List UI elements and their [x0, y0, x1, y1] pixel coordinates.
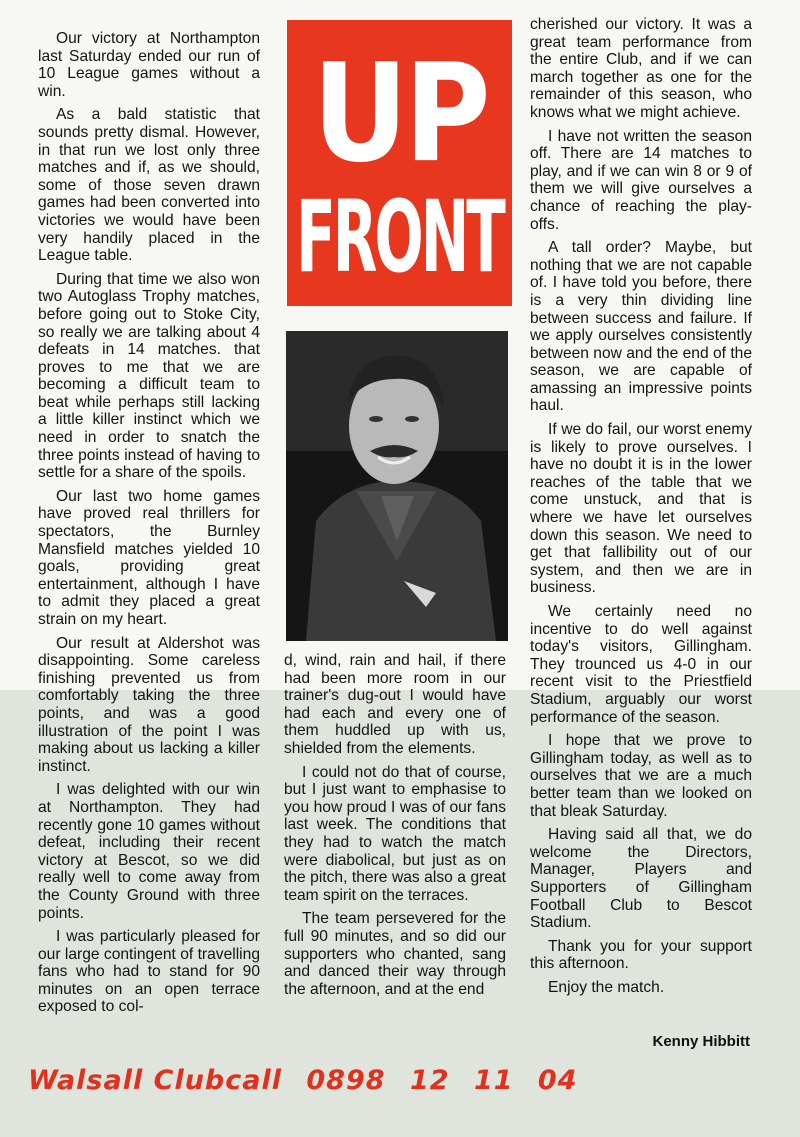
middle-text-column — [284, 652, 506, 1004]
paragraph: During that time we also won two Autoglass Trophy matches, before going out to Stoke City, so really we are talking about 4 defeats in 14 matches. that proves to me that we are becoming a difficult team to beat while perhaps still lacking a little killer instinct which we need in order to snatch the three points instead of having to settle for a share of the spoils. — [38, 270, 260, 482]
paragraph: I was particularly pleased for our large contingent of travelling fans who had to stand for 90 minutes on an open terrace exposed to col- — [38, 928, 260, 1016]
paragraph: Our victory at Northampton last Saturday ended our run of 10 League games without a win. — [38, 30, 260, 100]
phone-part: 0898 — [306, 1065, 386, 1096]
paragraph: I have not written the season off. There are 14 matches to play, and if we can win 8 or 9 of them we will give ourselves a chance of reaching the play-offs. — [530, 127, 752, 233]
paragraph: The team persevered for the full 90 minutes, and so did our supporters who chanted, sang and danced their way through the afternoon, and at the end — [284, 910, 506, 998]
phone-part: 12 — [409, 1065, 450, 1096]
right-text-column — [530, 16, 752, 1002]
paragraph: A tall order? Maybe, but nothing that we are not capable of. I have told you before, there is a very thin dividing line between success and failure. If we apply ourselves consistently between now and the end of the season, we are capable of amassing an impressive points haul. — [530, 239, 752, 415]
paragraph: I could not do that of course, but I just want to emphasise to you how proud I was of our fans last week. The conditions that they had to watch the match were diabolical, but just as on the pitch, there was also a great team spirit on the terraces. — [284, 763, 506, 904]
clubcall-label: Walsall Clubcall — [28, 1065, 282, 1096]
headline-line-1: UP — [312, 33, 487, 193]
paragraph: cherished our victory. It was a great team performance from the entire Club, and if we can march together as one for the remainder of this season, who knows what we might achieve. — [530, 16, 752, 121]
phone-part: 04 — [537, 1065, 578, 1096]
paragraph: If we do fail, our worst enemy is likely to prove ourselves. I have no doubt it is in the lower reaches of the table that we come unstuck, and that is where we have let ourselves down this season. We need to get that fallibility out of our system, and then we are in business. — [530, 421, 752, 597]
clubcall-footer — [28, 1065, 768, 1096]
manager-photo — [286, 331, 508, 641]
phone-part: 11 — [473, 1065, 514, 1096]
paragraph: Enjoy the match. — [548, 978, 665, 996]
headline-line-2: FRONT — [296, 179, 503, 295]
paragraph: As a bald statistic that sounds pretty dismal. However, in that run we lost only three matches and if, as we should, some of those seven drawn games had been converted into victories we would have been very handily placed in the League table. — [38, 106, 260, 265]
left-text-column — [38, 30, 260, 1022]
paragraph: Having said all that, we do welcome the Directors, Manager, Players and Supporters of Gillingham Football Club to Bescot Stadium. — [530, 826, 752, 932]
paragraph: I was delighted with our win at Northampton. They had recently gone 10 games without defeat, including their recent victory at Bescot, so we did really well to come away from the County Ground with three points. — [38, 781, 260, 922]
paragraph: Thank you for your support this afternoon. — [530, 937, 752, 973]
up-front-headline — [287, 20, 512, 306]
portrait-image — [286, 331, 508, 641]
paragraph: I hope that we prove to Gillingham today, as well as to ourselves that we are a much better team than we looked on that bleak Saturday. — [530, 732, 752, 820]
author-signature: Kenny Hibbitt — [652, 1033, 750, 1050]
paragraph: d, wind, rain and hail, if there had been more room in our trainer's dug-out I would have had each and every one of them huddled up with us, shielded from the elements. — [284, 652, 506, 757]
paragraph: We certainly need no incentive to do well against today's visitors, Gillingham. They trounced us 4-0 in our recent visit to the Priestfield Stadium, arguably our worst performance of the season. — [530, 603, 752, 726]
paragraph: Our result at Aldershot was disappointing. Some careless finishing prevented us from comfortably taking the three points, and was a good illustration of the point I was making about us lacking a killer instinct. — [38, 634, 260, 775]
paragraph: Our last two home games have proved real thrillers for spectators, the Burnley Mansfield matches yielded 10 goals, providing great entertainment, although I have to admit they placed a great strain on my heart. — [38, 487, 260, 628]
